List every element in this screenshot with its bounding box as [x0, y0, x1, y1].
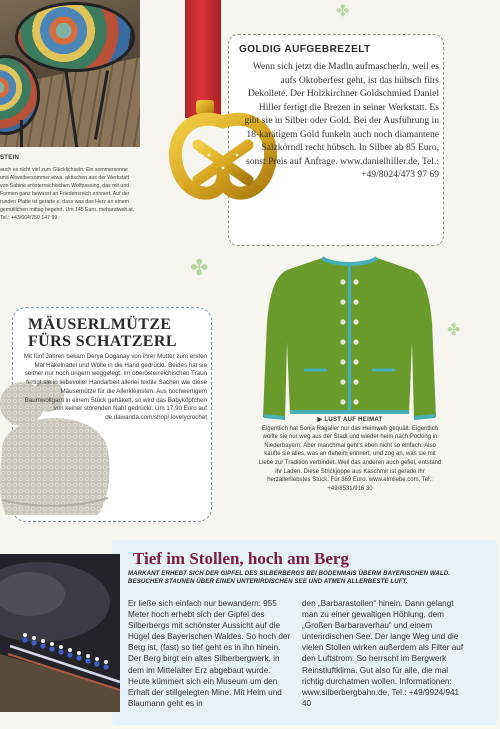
caption-arrow-icon: ▶	[317, 417, 325, 423]
stollen-column-1: Er ließe sich einfach nur bewandern: 955 Meter hoch erhebt sich der Gipfel des Silberbergs mit schönster Aussicht auf die Hügel des Bayerischen Waldes. So hoch der Berg ist, (fast) so tief geht es in ihn hinein. Der Berg birgt ein altes Silberbergwerk, in dem im Mittelalter Erz abgebaut wurde. Heute kümmert sich ein Museum um den Erhalt der stillgelegten Mine. Mit Helm und Blaumann geht es in	[128, 599, 291, 708]
stollen-column-2: den „Barbarastollen“ hinein. Dann gelangt man zu einer gewaltigen Höhlung, dem „Großen Barbaraverhau“ und einem unterirdischen See. Der lange Weg und die vielen Stollen wirken außerdem als Filter auf den Luftstrom. So herrscht im Bergwerk Reinstluftklima. Gut also für alle, die mal richtig durchatmen wollen. Informationen: www.silberbergbahn.de, Tel.: +49/9924/941 40	[302, 599, 464, 708]
clover-ornament: ✤	[447, 322, 461, 339]
hat-title-line2: FÜRS SCHATZERL	[28, 333, 177, 350]
stone-table-title: STEIN	[0, 155, 20, 161]
cardigan-caption-head: LUST AUF HEIMAT	[324, 417, 383, 423]
pretzel-body: Wenn sich jetzt die Madln aufmascherln, weil es aufs Oktoberfest geht, ist das hübsch fürs Dekolleté. Der Holzkirchner Goldschmied Daniel Hiller fertigt die Brezen in seiner Werkstatt. Es gibt sie in Silber oder Gold. Bei der Ausführung in 18-karätigem Gold funkeln auch noch diamantene Salzkörndl recht hübsch. In Silber ab 85 Euro, sonst Preis auf Anfrage. www.danielhiller.de, Tel.: +49/8024/473 97 69	[244, 61, 439, 180]
cardigan-caption-body: Eigentlich hat Sonja Ragaller nur das Heimweh gequält. Eigentlich wollte sie nur weg aus der Stadt und wieder heim nach Pocking in Niederbayern. Aber manchmal geht's eben nicht so einfach. Also kaufte sie alles, was an daheim erinnert, und zog an, was sie mit Liebe zur Tradition verbindet. Weil das anderen auch gefiel, entstand ihr Laden. Diese Strickjoppe aus Kaschmir ist gerade ihr herzallerliebstes Stück. Für 369 Euro. www.almliebe.com, Tel.: +49/8531/916 30	[258, 425, 442, 492]
hat-body: Mit fünf Jahren bekam Derya Doganay von ihrer Mutter zum ersten Mal Häkelnadel und Wolle in die Hand gedrückt. Beides hat sie seither nur noch ungern weggelegt. Im oberösterreichischen Traun fertigt sie in liebevoller Handarbeit allerlei textile Sachen wie diese Mäusemütze für die Allerkleinsten. Aus hochwertigem Baumwollgarn in einem Stück gehäkelt, so wird das Babyköpfchen von keiner störenden Naht gedrückt. Um 17,90 Euro auf de.dawanda.com/shop/ lovelycrochet	[23, 353, 207, 421]
hat-title	[28, 316, 177, 350]
mosaic-table-photo	[0, 0, 140, 147]
clover-ornament: ✤	[190, 255, 209, 280]
pretzel-heading: GOLDIG AUFGEBREZELT	[239, 44, 371, 55]
stollen-deck: MARKANT ERHEBT SICH DER GIPFEL DES SILBERBERGS BEI BODENMAIS ÜBERM BAYERISCHEN WALD. BESUCHER STAUNEN ÜBER EINEN UNTERIRDISCHEN SEE UND ATMEN ALLERBESTE LUFT.	[128, 570, 451, 586]
green-cardigan-photo	[262, 252, 437, 422]
mine-tunnel-photo	[0, 554, 120, 712]
stone-table-body: auch es nicht viel zum Glücklichsein. Ein sommersonne und Altweibersommer etwa. aktischen aus der Werkstatt von Sabine erösterreichischen Wolfpassing, das mit und Formen ganz bewusst an Friedensreich erinnert. Auf der runden Platte ist gerade e, dass was das Herz an einem gemütlichen mittag begehrt. Um 145 Euro. mehandwelt.at, Tel.: +43/664/750 147 99	[0, 167, 135, 221]
stollen-title: Tief im Stollen, hoch am Berg	[133, 549, 349, 568]
cardigan-caption	[257, 416, 443, 493]
clover-ornament: ✤	[336, 3, 350, 20]
hat-title-line1: MÄUSERLMÜTZE	[28, 316, 172, 333]
